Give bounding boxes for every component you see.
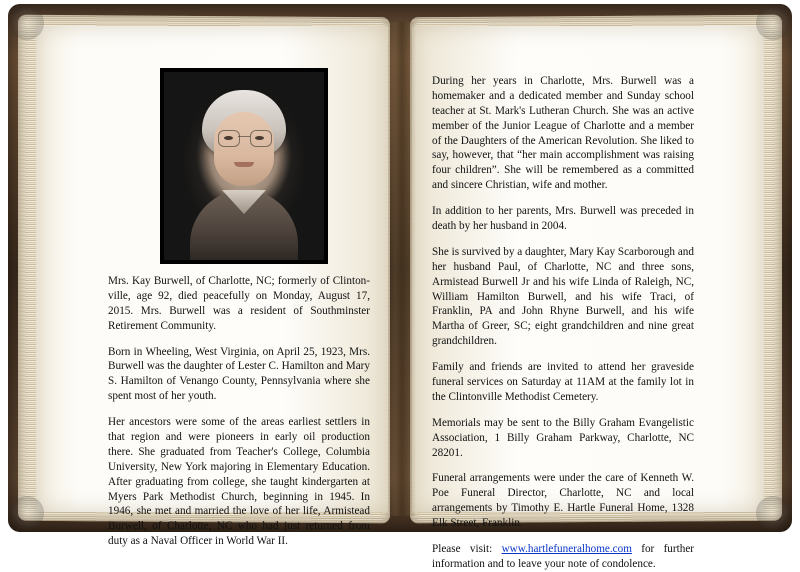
right-page-text (432, 74, 694, 572)
open-book (8, 4, 792, 570)
portrait-glasses-bridge (238, 136, 250, 137)
paragraph: Family and friends are invited to attend her graveside funeral services on Saturday at 11AM at the family lot in the Clintonville Methodist Cemetery. (432, 361, 694, 403)
book-spine-gutter (388, 22, 416, 516)
paragraph: She is survived by a daughter, Mary Kay Scarborough and her husband Paul, of Charlotte, NC and three sons, Armistead Burwell Jr and his wife Linda of Raleigh, NC, William Hamilton Burwell, and his wife Traci, of Franklin, PA and John Rhyne Burwell, and his wife Martha of Greer, SC; eight grandchildren and nine great grandchildren. (432, 245, 694, 348)
portrait-image (164, 72, 324, 260)
paragraph: In addition to her parents, Mrs. Burwell was preceded in death by her husband in 2004. (432, 205, 694, 233)
paragraph: Mrs. Kay Burwell, of Charlotte, NC; formerly of Clinton-ville, age 92, died peacefully on Monday, August 17, 2015. Mrs. Burwell was a resident of Southminster Retirement Community. (108, 275, 370, 332)
funeral-home-website-link[interactable]: www.hartlefuneralhome.com (501, 543, 632, 556)
closing-prefix: Please visit: (432, 543, 502, 556)
portrait-eye-right (255, 136, 264, 140)
closing-paragraph (432, 542, 694, 572)
portrait-photo-inner (164, 72, 324, 260)
paragraph: Her ancestors were some of the areas earliest settlers in that region and were pioneers in early oil production there. She graduated from Teacher's College, Columbia University, New York majoring in Elementary Education. After graduating from college, she taught kindergarten at Myers Park Methodist Church, beginning in 1945. In 1946, she met and married the love of her life, Armistead Burwell, of Charlotte, NC who had just returned from duty as a Naval Officer in World War II. (108, 416, 370, 548)
portrait-eye-left (224, 136, 233, 140)
paragraph: Funeral arrangements were under the care of Kenneth W. Poe Funeral Director, Charlotte, NC and local arrangements by Timothy E. Hartle Funeral Home, 1328 Elk Street, Franklin. (432, 472, 694, 530)
portrait-photo (160, 68, 328, 264)
portrait-face (214, 112, 274, 186)
paragraph: Born in Wheeling, West Virginia, on April 25, 1923, Mrs. Burwell was the daughter of Lester C. Hamilton and Mary S. Hamilton of Venango County, Pennsylvania where she spent most of her youth. (108, 345, 370, 403)
paragraph: Memorials may be sent to the Billy Graham Evangelistic Association, 1 Billy Graham Parkway, Charlotte, NC 28201. (432, 416, 694, 459)
portrait-mouth (234, 162, 254, 167)
left-page-text (108, 274, 370, 549)
paragraph: During her years in Charlotte, Mrs. Burwell was a homemaker and a dedicated member and Sunday school teacher at St. Mark's Lutheran Church. She was an active member of the Junior League of Charlotte and a member of the Daughters of the American Revolution. She liked to say, however, that “her main accomplishment was raising four children”. She will be remembered as a committed and sincere Christian, wife and mother. (432, 75, 694, 192)
closing-suffix: for further information and to leave your note of condolence. (432, 543, 695, 570)
